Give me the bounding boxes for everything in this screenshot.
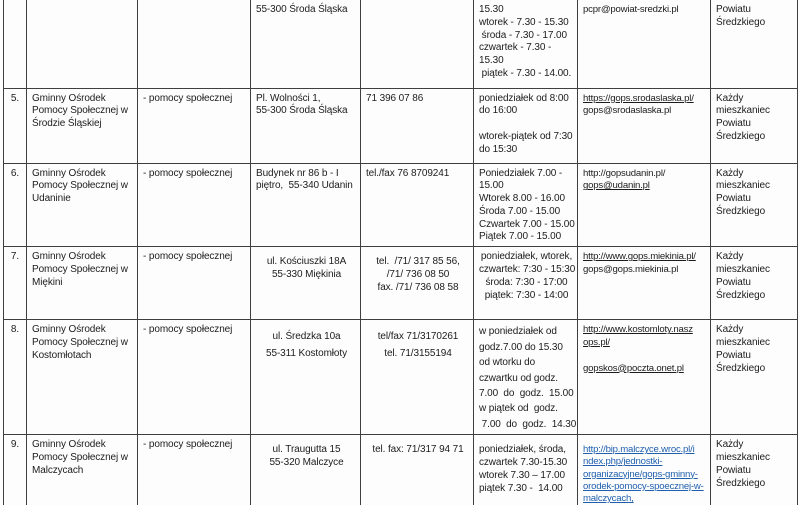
text-line: Średzkiego [716, 477, 766, 489]
hyperlink[interactable]: gopskos@poczta.onet.pl [583, 362, 684, 374]
text-line: Każdy [716, 324, 744, 336]
text-line: tel./fax 76 8709241 [366, 167, 450, 179]
cell-address [251, 163, 361, 247]
cell-type [138, 435, 251, 505]
cell-address [251, 88, 361, 163]
text-line: Średzkiego [716, 362, 766, 374]
text-line: w poniedziałek od [479, 326, 557, 338]
table-body [4, 0, 798, 505]
text-line: Każdy [716, 439, 744, 451]
text-line: http://gopsudanin.pl/ [583, 167, 666, 179]
text-line: ul. Średzka 10a [272, 331, 341, 343]
text-line: tel/fax 71/3170261 [377, 331, 459, 343]
table-row [4, 88, 798, 163]
hyperlink[interactable]: ops.pl/ [583, 337, 610, 349]
hyperlink[interactable]: gops@udanin.pl [583, 180, 650, 192]
hyperlink[interactable]: http://bip.malczyce.wroc.pl/i [583, 444, 695, 456]
table-row [4, 247, 798, 320]
text-line: Budynek nr 86 b - I [256, 167, 339, 179]
text-line: Każdy [716, 92, 744, 104]
text-line: ul. Kościuszki 18A [266, 256, 347, 268]
text-line: godz.7.00 do 15.30 [479, 341, 563, 353]
cell-hours [474, 0, 578, 88]
text-line: 5. [10, 92, 20, 104]
cell-phone [361, 435, 474, 505]
text-line: Powiatu [716, 4, 751, 15]
hyperlink[interactable]: ndex.php/jednostki- [583, 456, 663, 468]
cell-eligible [711, 88, 798, 163]
text-line: tel. /71/ 317 85 56, [376, 256, 460, 268]
text-line: ul. Traugutta 15 [272, 444, 341, 456]
text-line: wtorek - 7.30 - 15.30 [479, 16, 569, 28]
cell-phone [361, 88, 474, 163]
text-line: tel. fax: 71/317 94 71 [372, 444, 464, 456]
text-line: Czwartek 7.00 - 15.00 [479, 218, 575, 230]
cell-phone [361, 320, 474, 435]
text-line: Gminny Ośrodek [32, 167, 106, 179]
text-line: 9. [10, 439, 20, 451]
text-line: Środzie Śląskiej [32, 118, 102, 130]
hyperlink[interactable]: http://www.gops.miekinia.pl/ [583, 251, 696, 263]
text-line: Gminny Ośrodek [32, 439, 106, 451]
text-line: środa: 7:30 - 17:00 [485, 276, 568, 288]
text-line: 7.00 do godz. 14.30 [479, 418, 577, 430]
text-line: czwartek: 7:30 - 15:30 [479, 264, 576, 276]
text-line: Malczycach [32, 464, 84, 476]
text-line: Pomocy Społecznej w [32, 452, 128, 464]
text-line: Powiatu [716, 349, 751, 361]
text-line: 7. [10, 251, 20, 263]
hyperlink[interactable]: https://gops.srodaslaska.pl/ [583, 92, 694, 104]
text-line: - pomocy społecznej [143, 251, 233, 263]
cell-address [251, 320, 361, 435]
text-line: fax. /71/ 736 08 58 [377, 281, 459, 293]
text-line: Gminny Ośrodek [32, 251, 106, 263]
cell-contact [578, 88, 711, 163]
table-row [4, 163, 798, 247]
text-line: piątek: 7:30 - 14:00 [484, 289, 569, 301]
text-line: Gminny Ośrodek [32, 324, 106, 336]
cell-type [138, 320, 251, 435]
cell-name [27, 247, 138, 320]
cell-contact [578, 247, 711, 320]
cell-no [4, 435, 27, 505]
text-line: 15.00 [479, 180, 504, 192]
cell-hours [474, 163, 578, 247]
cell-eligible [711, 320, 798, 435]
cell-phone [361, 163, 474, 247]
cell-no [4, 320, 27, 435]
text-line: Piątek 7.00 - 15.00 [479, 231, 562, 243]
cell-eligible [711, 435, 798, 505]
text-line: Każdy [716, 251, 744, 263]
cell-hours [474, 435, 578, 505]
text-line: Pomocy Społecznej w [32, 180, 128, 192]
text-line: - pomocy społecznej [143, 167, 233, 179]
text-line: Pomocy Społecznej w [32, 337, 128, 349]
text-line: wtorek-piątek od 7:30 [479, 130, 573, 142]
text-line: wtorek 7.30 – 17.00 [479, 469, 565, 481]
cell-eligible [711, 0, 798, 88]
text-line: Powiatu [716, 464, 751, 476]
text-line: Powiatu [716, 193, 751, 205]
text-line: czwartku od godz. [479, 372, 558, 384]
text-line: 55-300 Środa Śląska [256, 105, 348, 117]
text-line: 6. [10, 167, 20, 179]
text-line: pcpr@powiat-sredzki.pl [583, 4, 679, 15]
text-line: Kostomłotach [32, 349, 92, 361]
cell-name [27, 88, 138, 163]
text-line: Gminny Ośrodek [32, 92, 106, 104]
table-row [4, 320, 798, 435]
text-line: 7.00 do godz. 15.00 [479, 387, 574, 399]
cell-hours [474, 320, 578, 435]
text-line: Poniedziałek 7.00 - [479, 167, 563, 179]
text-line: Średzkiego [716, 205, 766, 217]
hyperlink[interactable]: orodek-pomocy-spoecznej-w- [583, 480, 704, 492]
text-line: Średzkiego [716, 16, 766, 28]
hyperlink[interactable]: http://www.kostomloty.nasz [583, 324, 693, 336]
cell-address [251, 435, 361, 505]
text-line: Wtorek 8.00 - 16.00 [479, 193, 565, 205]
text-line: - pomocy społecznej [143, 324, 233, 336]
text-line: poniedziałek, środa, [479, 444, 566, 456]
text-line: Powiatu [716, 276, 751, 288]
text-line: piętro, 55-340 Udanin [256, 180, 353, 192]
table-row [4, 0, 798, 88]
text-line: 55-330 Miękinia [271, 269, 342, 281]
offices-table [3, 0, 798, 505]
text-line: gops@gops.miekinia.pl [583, 264, 679, 276]
cell-contact [578, 320, 711, 435]
text-line: mieszkaniec [716, 452, 770, 464]
text-line: Pomocy Społecznej w [32, 264, 128, 276]
text-line: mieszkaniec [716, 337, 770, 349]
text-line: czwartek 7.30-15.30 [479, 457, 568, 469]
cell-hours [474, 88, 578, 163]
cell-eligible [711, 247, 798, 320]
cell-name [27, 0, 138, 88]
text-line: mieszkaniec [716, 105, 770, 117]
cell-phone [361, 0, 474, 88]
text-line: mieszkaniec [716, 180, 770, 192]
text-line: środa - 7.30 - 17.00 [479, 29, 567, 41]
text-line: Pl. Wolności 1, [256, 92, 321, 104]
cell-no [4, 163, 27, 247]
text-line: mieszkaniec [716, 264, 770, 276]
text-line [583, 350, 707, 363]
cell-name [27, 435, 138, 505]
text-line: Miękini [32, 276, 63, 288]
text-line: Pomocy Społecznej w [32, 105, 128, 117]
text-line: poniedziałek od 8:00 [479, 92, 569, 104]
text-line: gops@srodaslaska.pl [583, 105, 672, 117]
text-line: czwartek - 7.30 - [479, 42, 552, 54]
cell-contact [578, 163, 711, 247]
cell-name [27, 320, 138, 435]
text-line: tel. 71/3155194 [384, 348, 452, 360]
text-line: Średzkiego [716, 289, 766, 301]
table-row [4, 435, 798, 505]
cell-contact [578, 0, 711, 88]
text-line: - pomocy społecznej [143, 439, 233, 451]
cell-type [138, 88, 251, 163]
cell-eligible [711, 163, 798, 247]
text-line: do 16:00 [479, 105, 518, 117]
text-line: do 15:30 [479, 143, 518, 155]
text-line: piątek - 7.30 - 14.00. [479, 67, 572, 79]
text-line: od wtorku do [479, 357, 536, 369]
text-line: poniedziałek, wtorek, [480, 251, 573, 263]
cell-contact [578, 435, 711, 505]
text-line: Każdy [716, 167, 744, 179]
cell-type [138, 163, 251, 247]
cell-type [138, 247, 251, 320]
text-line: 8. [10, 324, 20, 336]
text-line: 15.30 [479, 55, 504, 67]
cell-address [251, 0, 361, 88]
cell-no [4, 88, 27, 163]
text-line: 55-300 Środa Śląska [256, 4, 348, 15]
cell-hours [474, 247, 578, 320]
text-line: /71/ 736 08 50 [386, 269, 450, 281]
text-line: Średzkiego [716, 130, 766, 142]
text-line: piątek 7.30 - 14.00 [479, 482, 563, 494]
cell-phone [361, 247, 474, 320]
text-line: 55-320 Malczyce [269, 457, 344, 469]
cell-type [138, 0, 251, 88]
hyperlink[interactable]: malczycach, [583, 493, 634, 505]
text-line: - pomocy społecznej [143, 92, 233, 104]
cell-address [251, 247, 361, 320]
text-line: 71 396 07 86 [366, 92, 424, 104]
cell-no [4, 0, 27, 88]
cell-no [4, 247, 27, 320]
text-line: w piątek od godz. [479, 403, 558, 415]
text-line: Udaninie [32, 193, 71, 205]
text-line [479, 118, 574, 131]
hyperlink[interactable]: organizacyjne/gops-gminny- [583, 468, 698, 480]
text-line: Powiatu [716, 118, 751, 130]
cell-name [27, 163, 138, 247]
text-line: Środa 7.00 - 15.00 [479, 205, 561, 217]
text-line: 15.30 [479, 4, 504, 15]
text-line: 55-311 Kostomłoty [266, 348, 347, 360]
